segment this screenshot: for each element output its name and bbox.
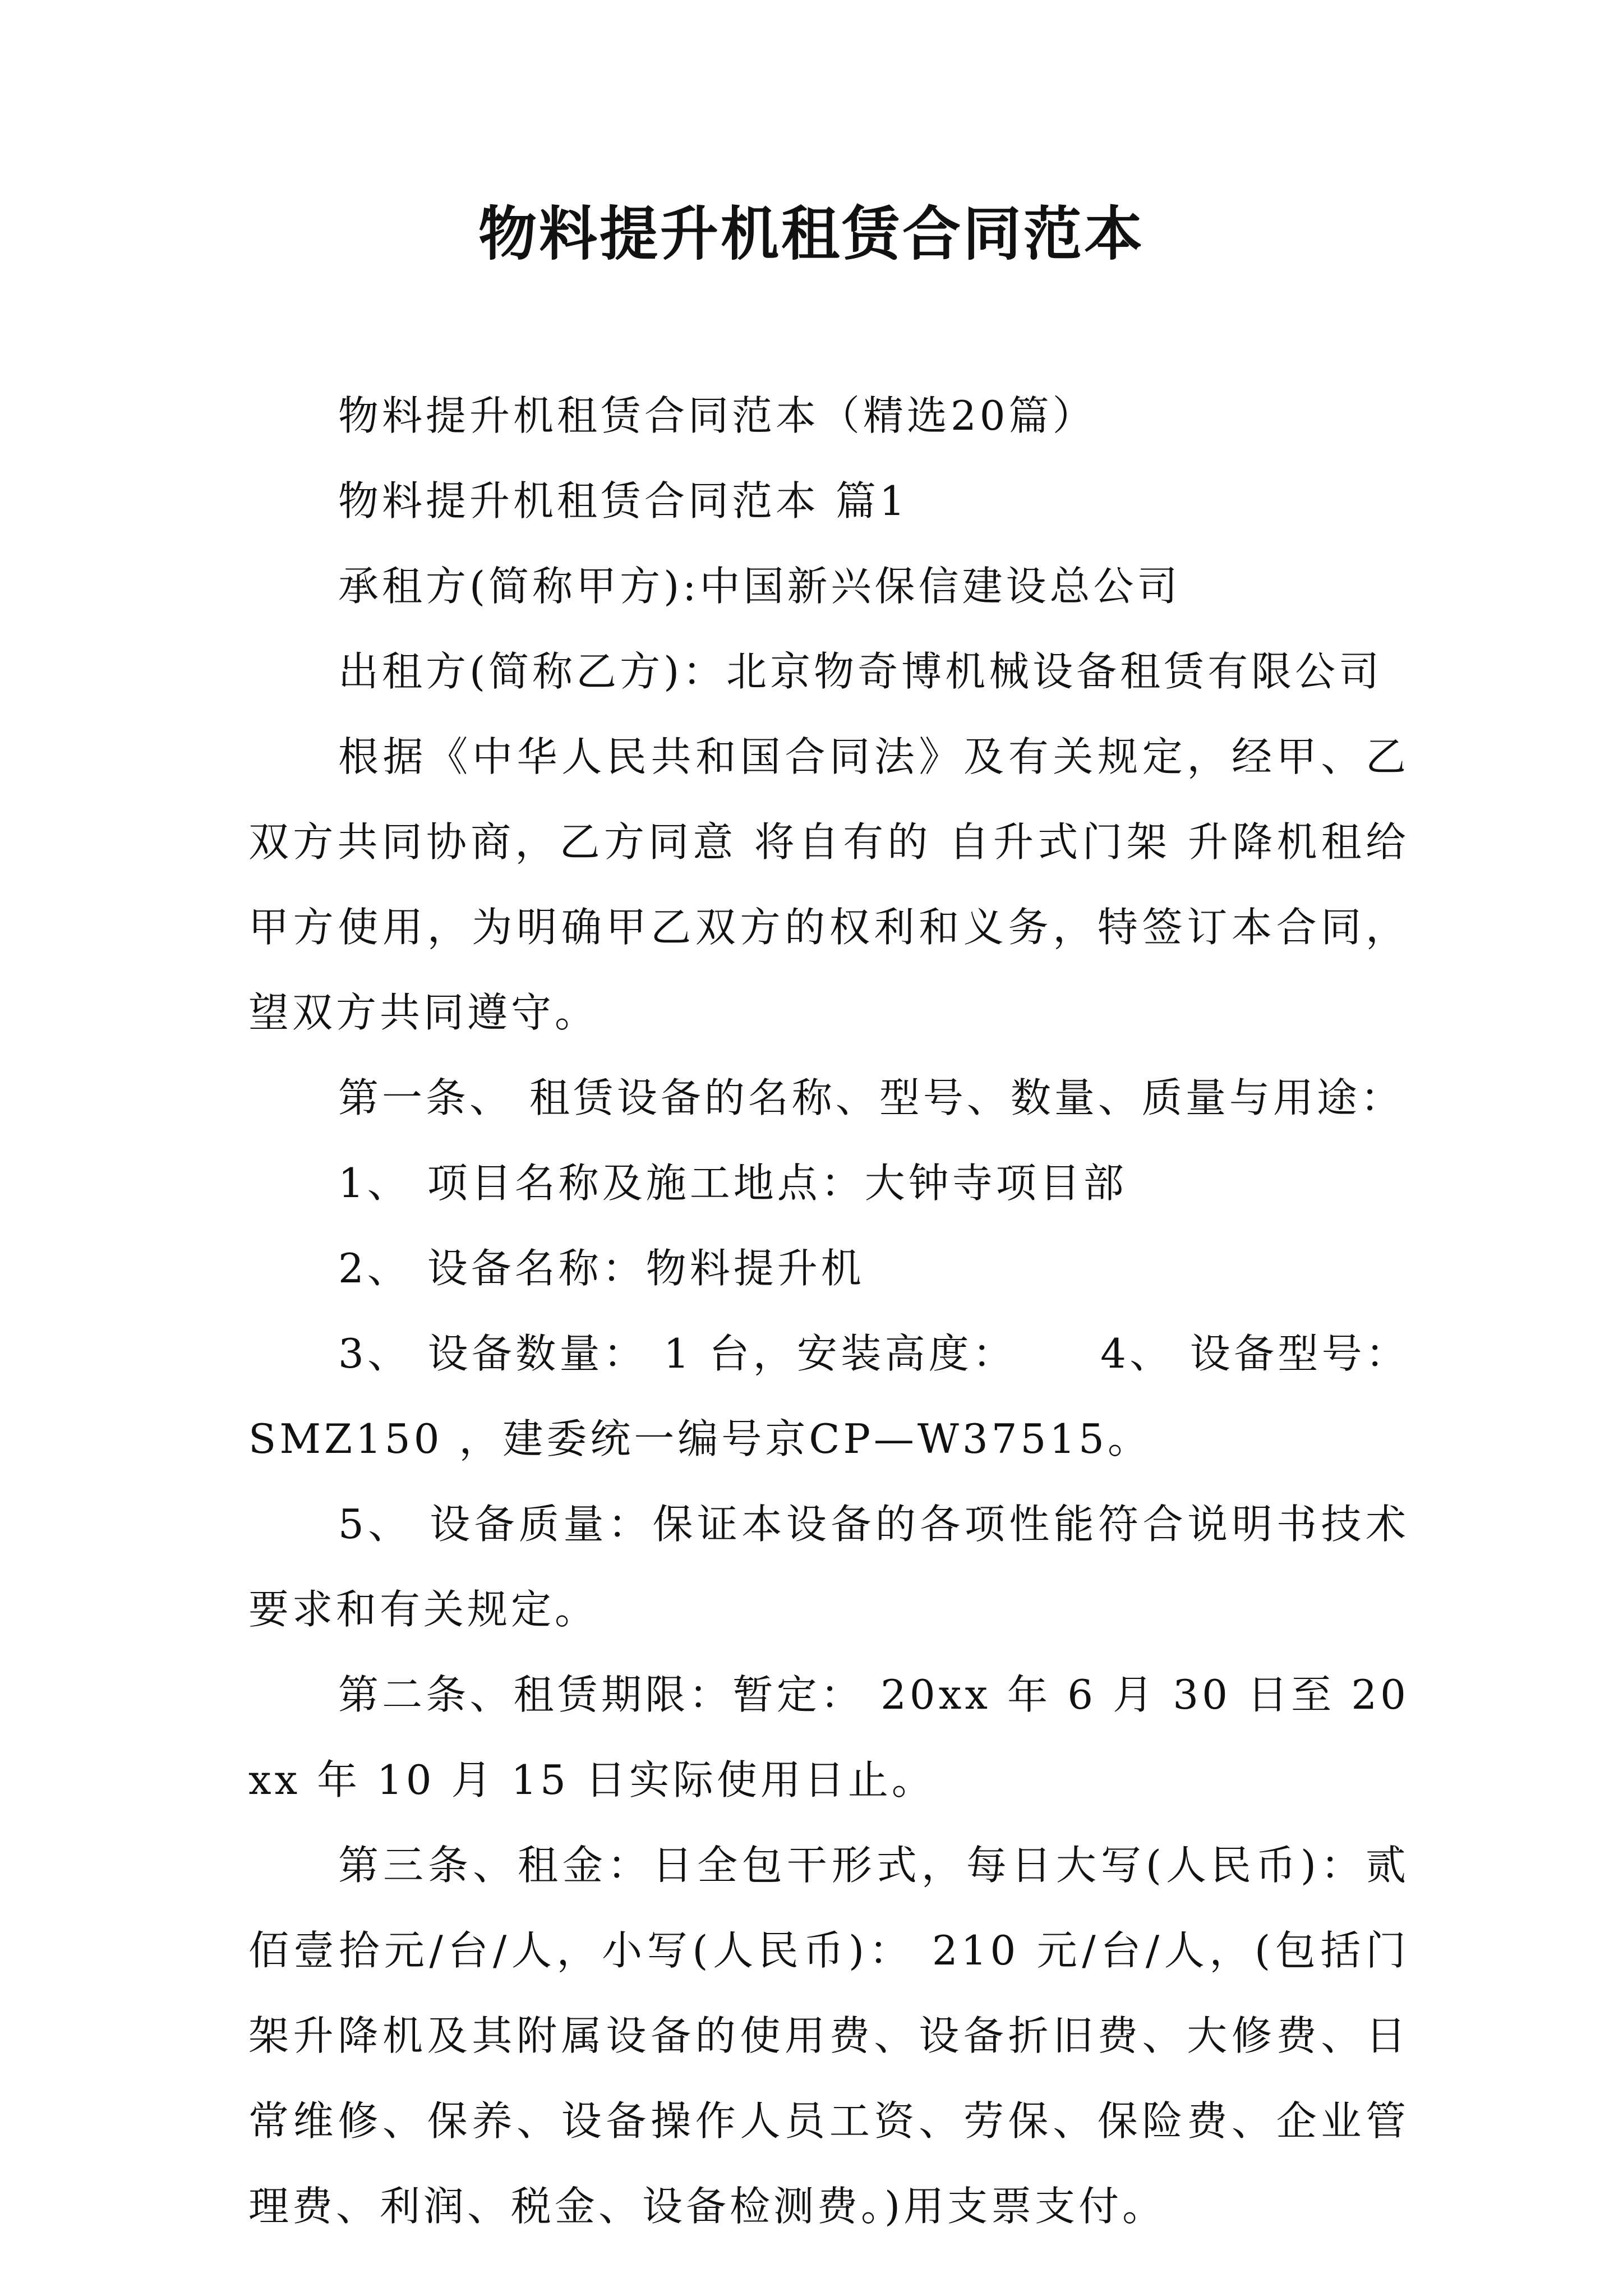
document-title: 物料提升机租赁合同范本 (478, 200, 1145, 268)
paragraph-article-2: 第二条、租赁期限：暂定： 20xx 年 6 月 30 日至 20xx 年 10 月 15 日实际使用日止。 (248, 1671, 1409, 1803)
paragraph-article-3: 第三条、租金：日全包干形式，每日大写(人民币)：贰佰壹拾元/台/人，小写(人民币)： 210 元/台/人，(包括门架升降机及其附属设备的使用费、设备折旧费、大修费、日常维修、保养、设备操作人员工资、劳保、保险费、企业管理费、利润、税金、设备检测费。)用支票支付。 (248, 1842, 1409, 2230)
paragraph-item-5: 5、 设备质量：保证本设备的各项性能符合说明书技术要求和有关规定。 (248, 1501, 1409, 1633)
paragraph-item-1: 1、 项目名称及施工地点：大钟寺项目部 (338, 1159, 1127, 1207)
paragraph-item-2: 2、 设备名称：物料提升机 (338, 1245, 865, 1292)
paragraph-subtitle: 物料提升机租赁合同范本（精选20篇） (338, 392, 1096, 439)
paragraph-lessee: 承租方(简称甲方):中国新兴保信建设总公司 (338, 563, 1181, 610)
paragraph-preamble: 根据《中华人民共和国合同法》及有关规定，经甲、乙双方共同协商，乙方同意 将自有的 自升式门架 升降机租给甲方使用，为明确甲乙双方的权利和义务，特签订本合同，望双方共同遵守。 (248, 733, 1409, 1036)
paragraph-article-1: 第一条、 租赁设备的名称、型号、数量、质量与用途： (338, 1074, 1404, 1121)
paragraph-item-3-4: 3、 设备数量： 1 台，安装高度： 4、 设备型号：SMZ150 ，建委统一编号京CP—W37515。 (248, 1330, 1409, 1462)
document-body (248, 373, 1409, 2249)
paragraph-section-heading: 物料提升机租赁合同范本 篇1 (338, 477, 909, 524)
paragraph-lessor: 出租方(简称乙方)：北京物奇博机械设备租赁有限公司 (338, 648, 1383, 695)
